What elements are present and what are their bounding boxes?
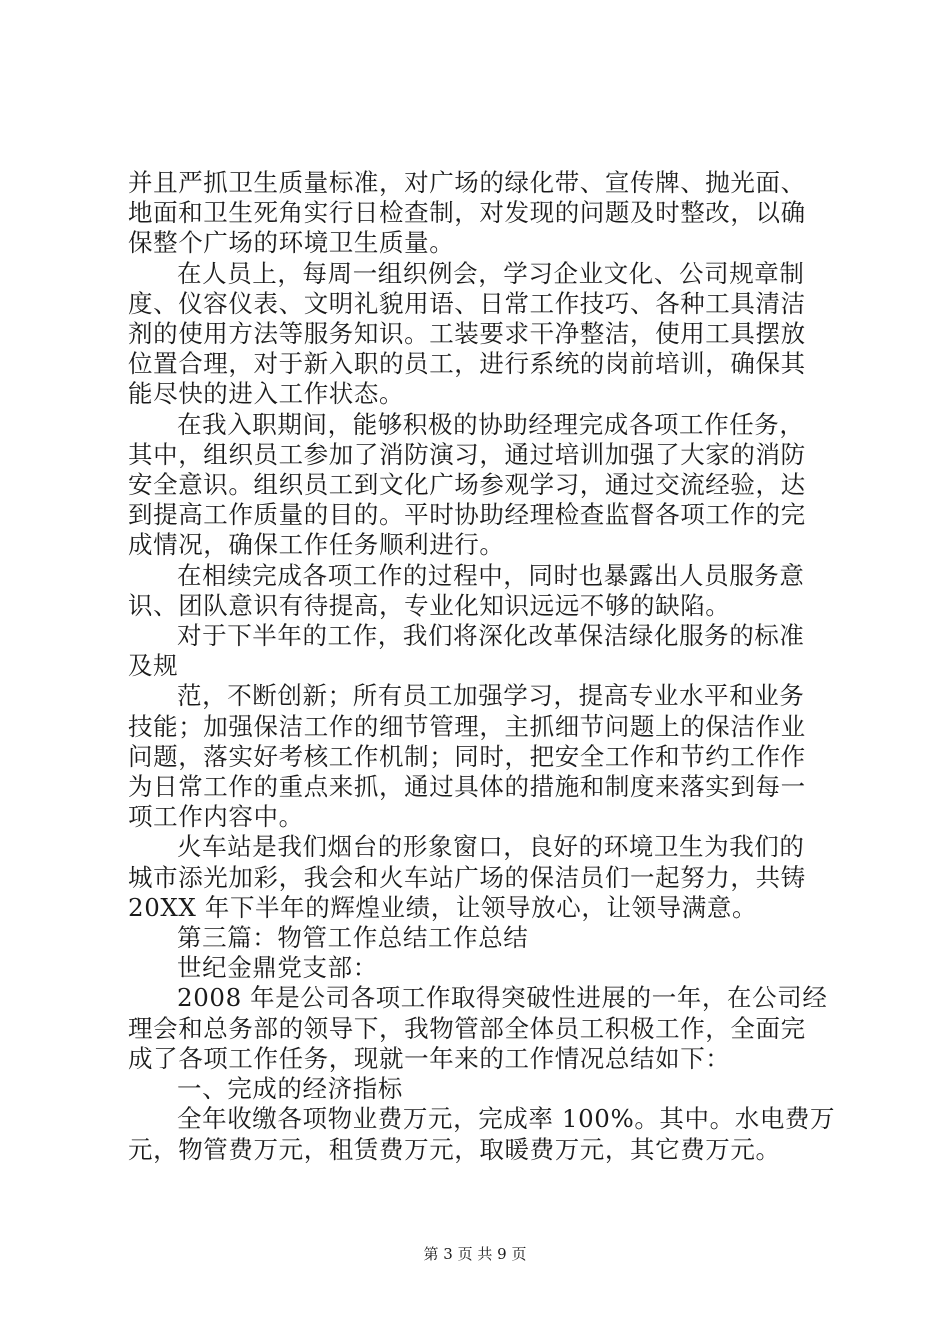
text-line: 能尽快的进入工作状态。 [128,379,405,409]
text-line: 第三篇：物管工作总结工作总结 [177,923,529,953]
text-line: 剂的使用方法等服务知识。工装要求干净整洁，使用工具摆放 [128,319,806,349]
text-line: 元，物管费万元，租赁费万元，取暖费万元，其它费万元。 [128,1134,781,1164]
text-line: 在我入职期间，能够积极的协助经理完成各项工作任务， [177,409,805,439]
text-line: 成情况，确保工作任务顺利进行。 [128,530,505,560]
text-line: 2008 年是公司各项工作取得突破性进展的一年，在公司经 [177,983,828,1013]
text-line: 保整个广场的环境卫生质量。 [128,228,455,258]
text-line: 及规 [128,651,179,681]
text-line: 安全意识。组织员工到文化广场参观学习，通过交流经验，达 [128,470,806,500]
text-line: 城市添光加彩，我会和火车站广场的保洁员们一起努力，共铸 [128,862,806,892]
text-line: 问题，落实好考核工作机制；同时，把安全工作和节约工作作 [128,741,806,771]
text-line: 在人员上，每周一组织例会，学习企业文化、公司规章制 [177,258,805,288]
text-line: 并且严抓卫生质量标准，对广场的绿化带、宣传牌、抛光面、 [128,168,806,197]
text-line: 一、完成的经济指标 [177,1074,403,1104]
text-line: 对于下半年的工作，我们将深化改革保洁绿化服务的标准 [177,621,805,651]
text-line: 技能；加强保洁工作的细节管理，主抓细节问题上的保洁作业 [128,711,806,741]
text-line: 地面和卫生死角实行日检查制，对发现的问题及时整改，以确 [128,198,806,228]
text-line: 为日常工作的重点来抓，通过具体的措施和制度来落实到每一 [128,772,806,802]
page-footer: 第 3 页 共 9 页 [423,1245,527,1263]
text-line: 范，不断创新；所有员工加强学习，提高专业水平和业务 [177,681,805,711]
text-line: 理会和总务部的领导下，我物管部全体员工积极工作，全面完 [128,1013,806,1043]
text-line: 度、仪容仪表、文明礼貌用语、日常工作技巧、各种工具清洁 [128,288,806,318]
text-line: 在相续完成各项工作的过程中，同时也暴露出人员服务意 [177,560,805,590]
text-line: 其中，组织员工参加了消防演习，通过培训加强了大家的消防 [128,439,806,469]
text-line: 到提高工作质量的目的。平时协助经理检查监督各项工作的完 [128,500,806,530]
text-line: 全年收缴各项物业费万元，完成率 100%。其中。水电费万 [177,1104,836,1134]
document-body [128,168,838,1165]
text-line: 火车站是我们烟台的形象窗口，良好的环境卫生为我们的 [177,832,805,862]
text-line: 识、团队意识有待提高，专业化知识远远不够的缺陷。 [128,590,731,620]
text-line: 项工作内容中。 [128,802,304,832]
text-line: 20XX 年下半年的辉煌业绩，让领导放心，让领导满意。 [128,892,758,922]
text-line: 世纪金鼎党支部： [177,953,378,983]
text-line: 成了各项工作任务，现就一年来的工作情况总结如下： [128,1043,731,1073]
text-line: 位置合理，对于新入职的员工，进行系统的岗前培训，确保其 [128,349,806,379]
